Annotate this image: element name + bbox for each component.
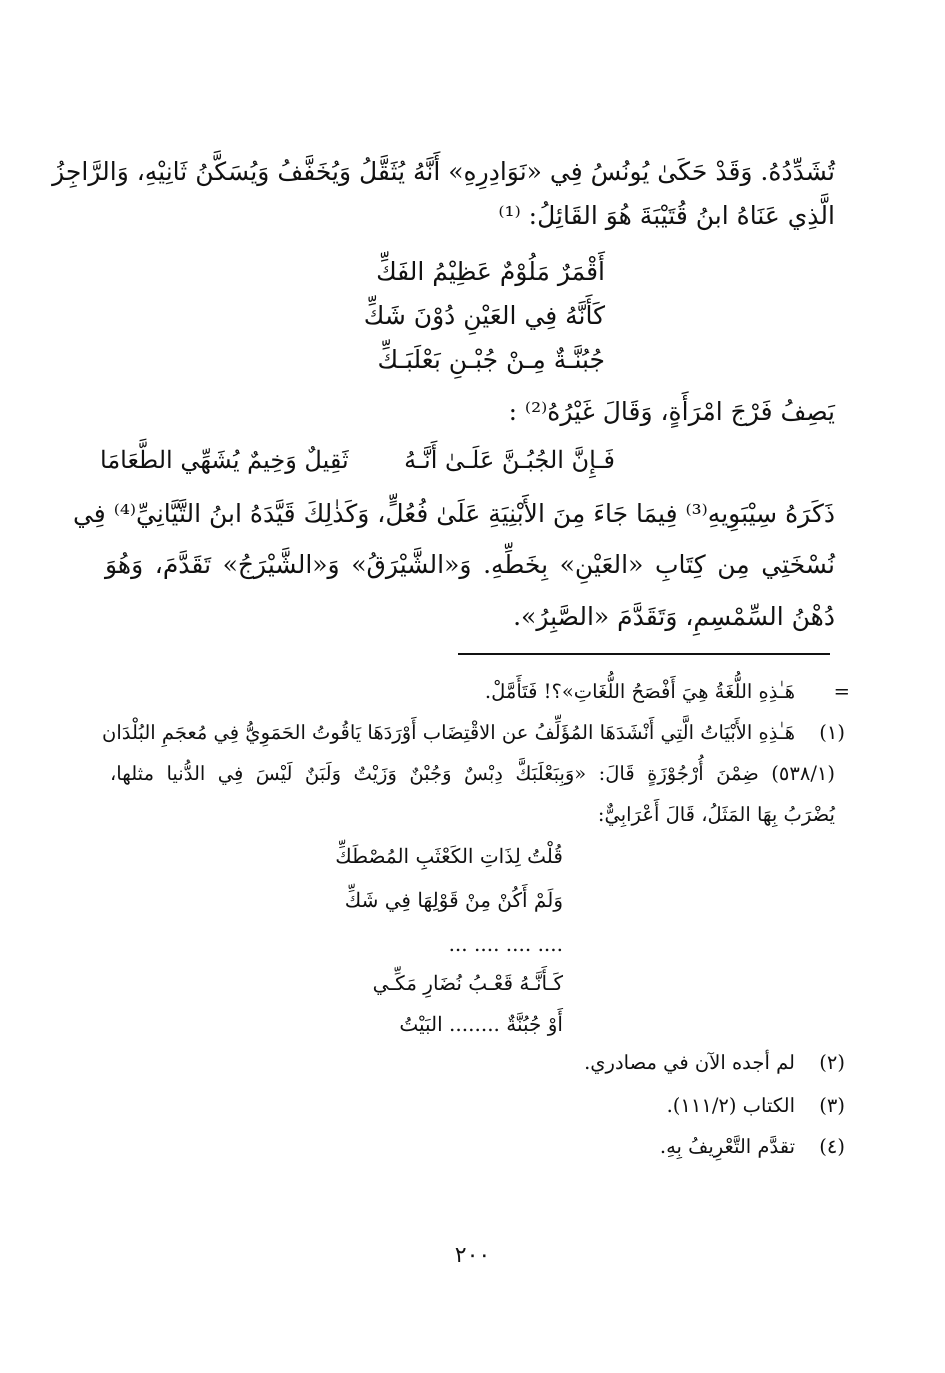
footnote-continuation-marker: = <box>833 680 850 703</box>
body-line-2: الَّذِي عَنَاهُ ابنُ قُتَيْبَةَ هُوَ القَائِلُ: ⁽¹⁾ <box>498 201 835 230</box>
footnote-3-number: (٣) <box>819 1094 845 1117</box>
footnote-continuation: هَـٰذِهِ اللُّغَةُ هِيَ أَفْصَحُ اللُّغَاتِ»؟! فَتَأَمَّلْ. <box>484 680 795 703</box>
footnote-2-number: (٢) <box>819 1051 845 1074</box>
body-line-3: يَصِفُ فَرْجَ امْرَأَةٍ، وَقَالَ غَيْرُهُ⁽²⁾ : <box>508 397 835 426</box>
footnote-1-verse-2: وَلَمْ أَكُنْ مِنْ قَوْلِهَا فِي شَكِّ <box>344 888 563 912</box>
footnote-1-verse-4: أَوْ جُبُنَّةٌ ........ البَيْتُ <box>399 1012 563 1036</box>
footnote-4-text: تقدَّم التَّعْرِيفُ بِهِ. <box>659 1135 795 1158</box>
page-number: ٢٠٠ <box>454 1243 491 1268</box>
footnote-1-line-1: هَـٰذِهِ الأَبْيَاتُ الَّتِي أَنْشَدَهَا المُؤَلِّفُ عن الاقْتِضَاب أَوْرَدَهَا يَاقُوتُ الحَمَوِيُّ فِي مُعجَمِ البُلْدَان <box>102 721 795 744</box>
verse-line-3: جُبُنَّـةٌ مِـنْ جُبْـنِ بَعْلَبَـكِّ <box>377 345 605 374</box>
body-line-4: ذَكَرَهُ سِيْبَوِيهِ⁽³⁾ فِيمَا جَاءَ مِنَ الأَبْنِيَةِ عَلَىٰ فُعُلٍّ، وَكَذٰلِكَ قَيَّدَهُ ابنُ التَّيَّانِيِّ⁽⁴⁾ فِي <box>72 499 835 528</box>
footnote-1-verse-3: كَـأَنَّـهُ قَعْـبُ نُضَارِ مَكِّـي <box>372 971 563 995</box>
verse-line-1: أَقْمَرٌ مَلُوْمٌ عَظِيْمُ الفَكِّ <box>376 257 605 286</box>
footnote-1-verse-1: قُلْتُ لِذَاتِ الكَعْثَبِ المُصْطَكِّ <box>335 844 563 868</box>
footnote-1-line-2: (٥٣٨/١) ضِمْنَ أُرْجُوْزَةٍ قَالَ: «وَبِبَعْلَبَكَّ دِبْسٌ وَجُبْنٌ وَزَيْتٌ وَلَبَنٌ لَيْسَ فِي الدُّنيا مثلها، <box>110 762 835 785</box>
hemistich-right: فَـإِنَّ الجُبُـنَّ عَلَـىٰ أَنَّـهُ <box>404 446 615 474</box>
body-line-5: نُسْخَتِي مِن كِتَابِ «العَيْنِ» بِخَطِّهِ. وَ«الشَّيْرَقُ» وَ«الشَّيْرَجُ» تَقَدَّمَ، وَهُوَ <box>105 550 835 579</box>
footnote-separator <box>458 653 830 655</box>
body-line-1: تُشَدِّدُهُ. وَقَدْ حَكَىٰ يُونُسُ فِي «نَوَادِرِهِ» أَنَّهُ يُثَقَّلُ وَيُخَفَّفُ وَيُسَكَّنُ ثَانِيْهِ، وَالرَّاجِزُ <box>52 157 835 186</box>
footnote-1-number: (١) <box>819 721 845 744</box>
footnote-1-verse-ellipsis: .... .... .... ... <box>448 932 563 956</box>
footnote-3-text: الكتاب (١١١/٢). <box>666 1094 795 1117</box>
footnote-4-number: (٤) <box>819 1135 845 1158</box>
footnote-1-line-3: يُضْرَبُ بِهَا المَثَلُ، قَالَ أَعْرَابِيٌّ: <box>597 803 835 826</box>
hemistich-left: ثَقِيلٌ وَخِيمٌ يُشَهِّي الطَّعَامَا <box>100 446 349 474</box>
verse-line-2: كَأَنَّهُ فِي العَيْنِ دُوْنَ شَكِّ <box>363 301 605 330</box>
body-line-6: دُهْنُ السِّمْسِمِ، وَتَقَدَّمَ «الصَّبِرُ». <box>513 602 835 631</box>
footnote-2-text: لم أجده الآن في مصادري. <box>584 1051 795 1074</box>
